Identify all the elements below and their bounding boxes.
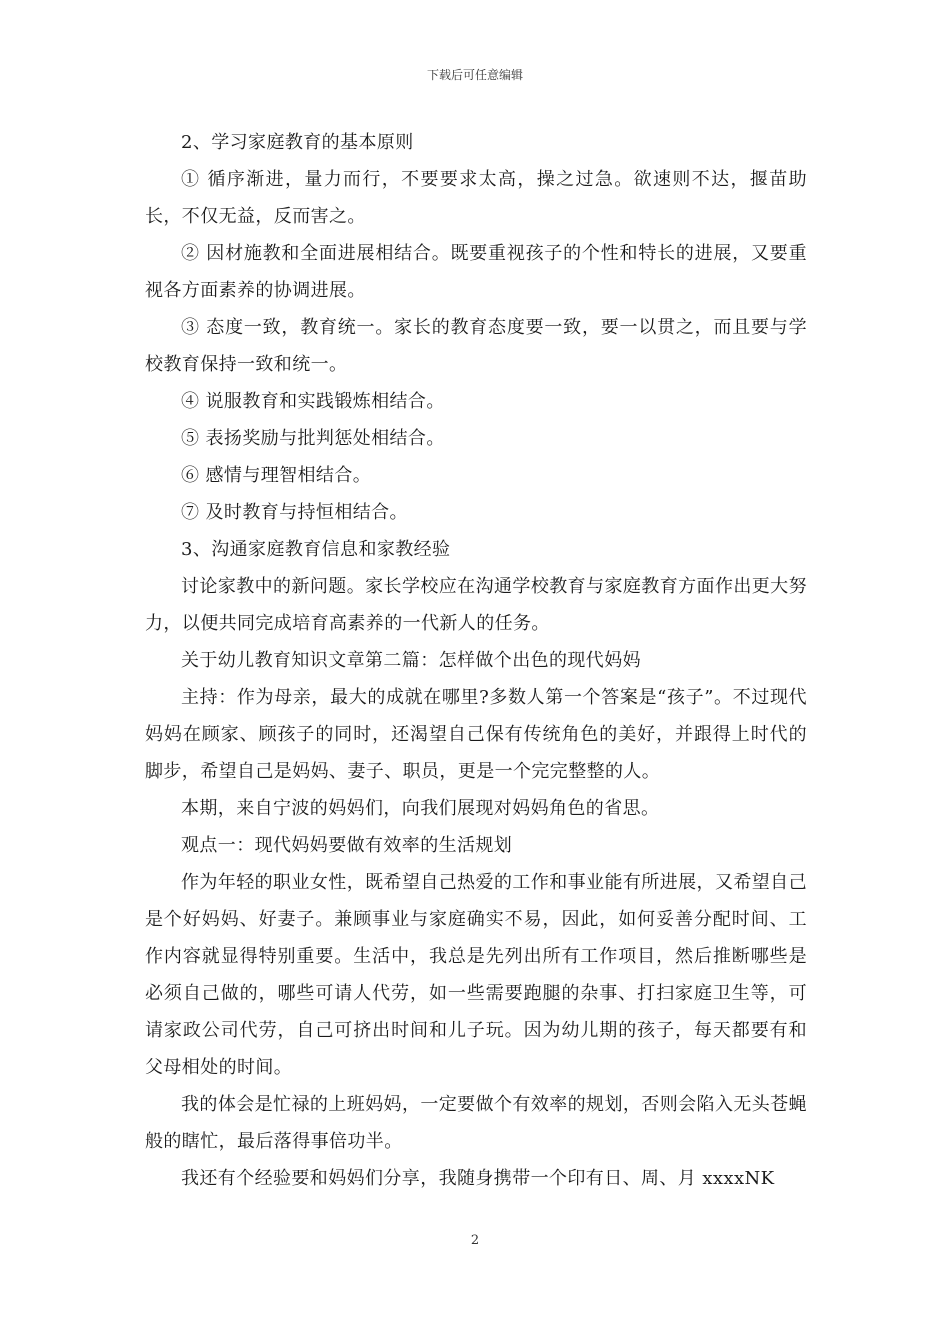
body-paragraph: 作为年轻的职业女性，既希望自己热爱的工作和事业能有所进展，又希望自己是个好妈妈、好妻子。兼顾事业与家庭确实不易，因此，如何妥善分配时间、工作内容就显得特别重要。生活中，我总是先列出所有工作项目，然后推断哪些是必须自己做的，哪些可请人代劳，如一些需要跑腿的杂事、打扫家庭卫生等，可请家政公司代劳，自己可挤出时间和儿子玩。因为幼儿期的孩子，每天都要有和父母相处的时间。 (145, 872, 807, 1078)
principle-item-6: ⑥ 感情与理智相结合。 (181, 465, 372, 486)
article-title: 关于幼儿教育知识文章第二篇：怎样做个出色的现代妈妈 (181, 650, 641, 671)
viewpoint-heading: 观点一：现代妈妈要做有效率的生活规划 (181, 835, 513, 856)
body-paragraph: 我的体会是忙禄的上班妈妈，一定要做个有效率的规划，否则会陷入无头苍蝇般的瞎忙，最后落得事倍功半。 (145, 1094, 807, 1152)
document-body (145, 124, 807, 1197)
body-paragraph: 主持：作为母亲，最大的成就在哪里?多数人第一个答案是“孩子”。不过现代妈妈在顾家、顾孩子的同时，还渴望自己保有传统角色的美好，并跟得上时代的脚步，希望自己是妈妈、妻子、职员，更是一个完完整整的人。 (145, 687, 807, 782)
body-paragraph: 我还有个经验要和妈妈们分享，我随身携带一个印有日、周、月 xxxxNK (181, 1168, 775, 1189)
principle-item-7: ⑦ 及时教育与持恒相结合。 (181, 502, 408, 523)
principle-item-1: ① 循序渐进，量力而行，不要要求太高，操之过急。欲速则不达，揠苗助长，不仅无益，反而害之。 (145, 169, 807, 227)
principle-item-4: ④ 说服教育和实践锻炼相结合。 (181, 391, 445, 412)
page-number: 2 (470, 1233, 480, 1248)
principle-item-3: ③ 态度一致，教育统一。家长的教育态度要一致，要一以贯之，而且要与学校教育保持一致和统一。 (145, 317, 807, 375)
section-heading-principles: 2、学习家庭教育的基本原则 (181, 132, 414, 153)
principle-item-2: ② 因材施教和全面进展相结合。既要重视孩子的个性和特长的进展，又要重视各方面素养的协调进展。 (145, 243, 807, 301)
body-paragraph: 本期，来自宁波的妈妈们，向我们展现对妈妈角色的省思。 (181, 798, 660, 819)
section-heading-communication: 3、沟通家庭教育信息和家教经验 (181, 539, 451, 560)
body-paragraph: 讨论家教中的新问题。家长学校应在沟通学校教育与家庭教育方面作出更大努力，以便共同完成培育高素养的一代新人的任务。 (145, 576, 807, 634)
page-header-note: 下载后可任意编辑 (426, 68, 523, 82)
principle-item-5: ⑤ 表扬奖励与批判惩处相结合。 (181, 428, 445, 449)
